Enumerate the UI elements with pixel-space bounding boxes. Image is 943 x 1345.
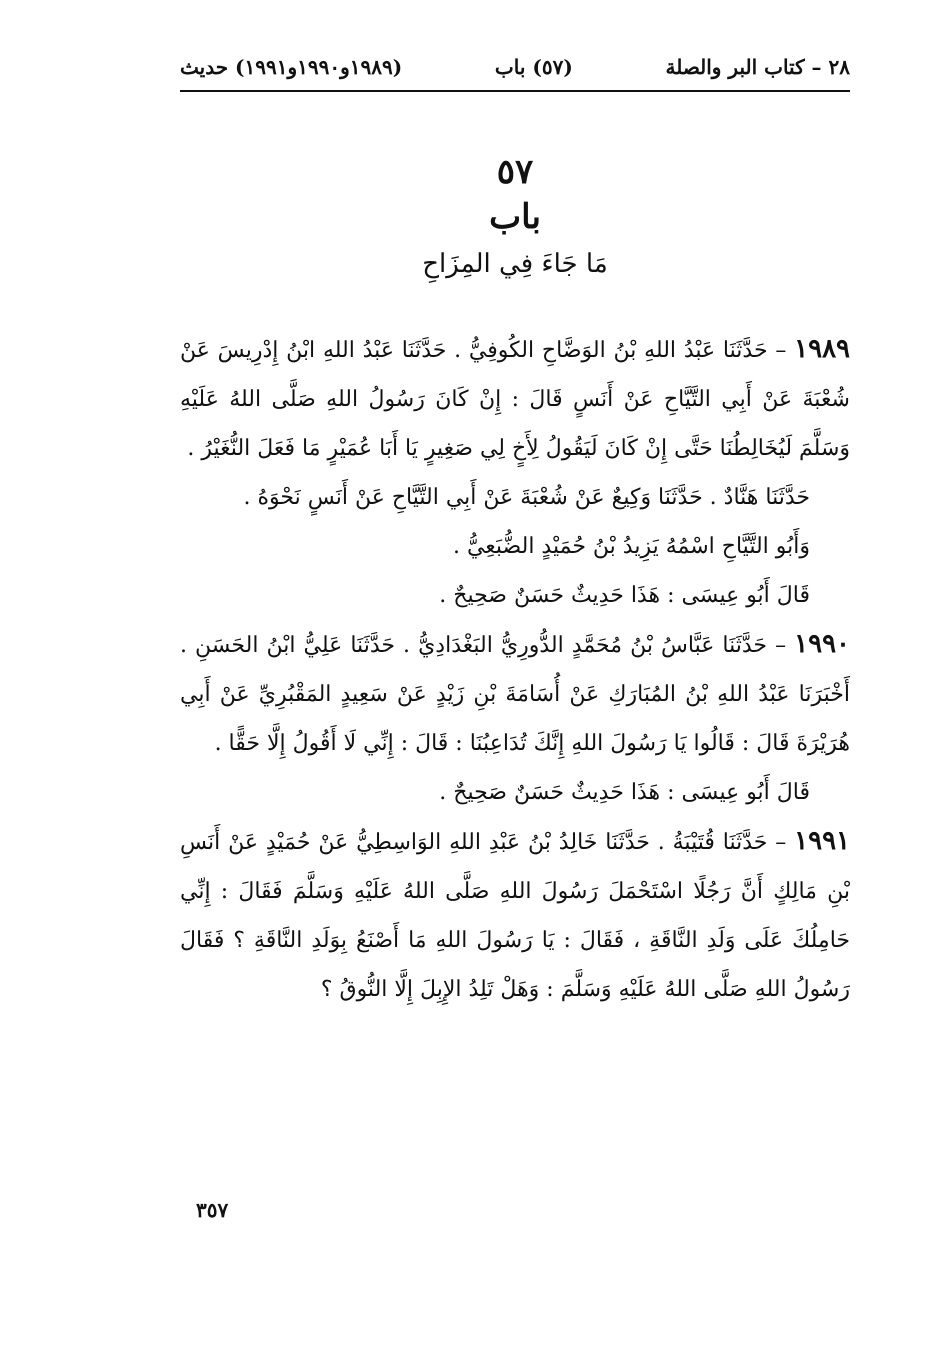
header-book-title: ٢٨ – كتاب البر والصلة xyxy=(665,55,850,79)
hadith-1989 xyxy=(180,325,850,473)
chapter-number: ٥٧ xyxy=(496,152,534,192)
hadith-grade: قَالَ أَبُو عِيسَى : هَذَا حَدِيثٌ حَسَنٌ صَحِيحٌ . xyxy=(439,583,810,608)
hadith-text: – حَدَّثَنَا قُتَيْبَةُ . حَدَّثَنَا خَالِدُ بْنُ عَبْدِ اللهِ الوَاسِطِيُّ عَنْ حُمَيْدٍ عَنْ أَنَسِ بْنِ مَالِكٍ أَنَّ رَجُلًا اسْتَحْمَلَ رَسُولَ اللهِ صَلَّى اللهُ عَلَيْهِ وَسَلَّمَ فَقَالَ : إِنِّي حَامِلُكَ عَلَى وَلَدِ النَّاقَةِ ، فَقَالَ : يَا رَسُولَ اللهِ مَا أَصْنَعُ بِوَلَدِ النَّاقَةِ ؟ فَقَالَ رَسُولُ اللهِ صَلَّى اللهُ عَلَيْهِ وَسَلَّمَ : وَهَلْ تَلِدُ الإِبِلَ إِلَّا النُّوقُ ؟ xyxy=(180,830,850,1002)
hadith-grade: قَالَ أَبُو عِيسَى : هَذَا حَدِيثٌ حَسَنٌ صَحِيحٌ . xyxy=(439,780,810,805)
page-number: ٣٥٧ xyxy=(196,1198,229,1222)
hadith-1990 xyxy=(180,620,850,768)
hadith-number: ١٩٩٠ xyxy=(794,629,850,659)
header-hadith-range: (١٩٨٩و١٩٩٠و١٩٩١) حديث xyxy=(180,55,403,79)
hadith-number: ١٩٨٩ xyxy=(794,334,850,364)
hadith-1991 xyxy=(180,817,850,1014)
hadith-note: وَأَبُو التَّيَّاحِ اسْمُهُ يَزِيدُ بْنُ حُمَيْدٍ الضُّبَعِيُّ . xyxy=(452,534,810,559)
hadith-note: حَدَّثَنَا هَنَّادٌ . حَدَّثَنَا وَكِيعٌ عَنْ شُعْبَةَ عَنْ أَبِي التَّيَّاحِ عَنْ أَنَسٍ نَحْوَهُ . xyxy=(243,485,810,510)
hadith-text: – حَدَّثَنَا عَبْدُ اللهِ بْنُ الوَضَّاحِ الكُوفِيُّ . حَدَّثَنَا عَبْدُ اللهِ ابْنُ إِدْرِيسَ عَنْ شُعْبَةَ عَنْ أَبِي التَّيَّاحِ عَنْ أَنَسٍ قَالَ : إِنْ كَانَ رَسُولُ اللهِ صَلَّى اللهُ عَلَيْهِ وَسَلَّمَ لَيُخَالِطُنَا حَتَّى إِنْ كَانَ لَيَقُولُ لِأَخٍ لِي صَغِيرٍ يَا أَبَا عُمَيْرٍ مَا فَعَلَ النُّغَيْرُ . xyxy=(180,338,850,461)
chapter-heading xyxy=(180,150,850,286)
chapter-label: باب xyxy=(489,197,541,237)
hadith-text: – حَدَّثَنَا عَبَّاسُ بْنُ مُحَمَّدٍ الدُّورِيُّ البَغْدَادِيُّ . حَدَّثَنَا عَلِيُّ ابْنُ الحَسَنِ . أَخْبَرَنَا عَبْدُ اللهِ بْنُ المُبَارَكِ عَنْ أُسَامَةَ بْنِ زَيْدٍ عَنْ سَعِيدٍ المَقْبُرِيِّ عَنْ أَبِي هُرَيْرَةَ قَالَ : قَالُوا يَا رَسُولَ اللهِ إِنَّكَ تُدَاعِبُنَا : قَالَ : إِنِّي لَا أَقُولُ إِلَّا حَقًّا . xyxy=(180,633,850,756)
body-text xyxy=(180,325,850,1014)
hadith-number: ١٩٩١ xyxy=(794,826,850,856)
chapter-title: مَا جَاءَ فِي المِزَاحِ xyxy=(422,249,608,279)
running-header xyxy=(180,52,850,92)
header-chapter: (٥٧) باب xyxy=(494,55,573,79)
